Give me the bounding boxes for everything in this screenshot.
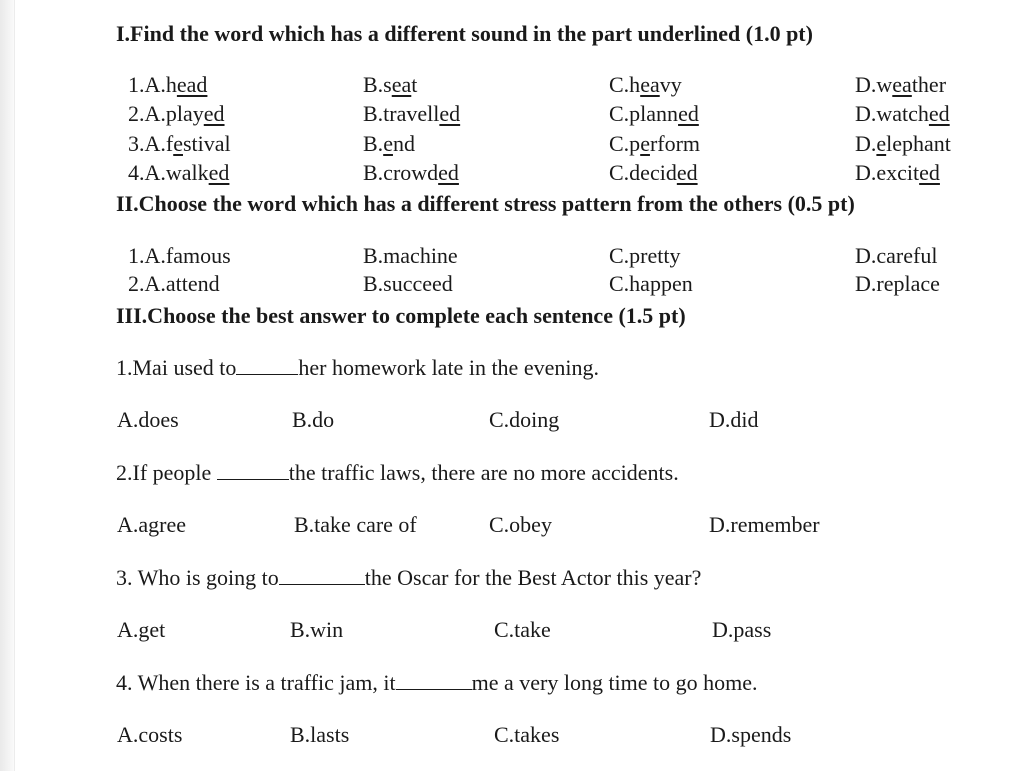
s3-q3-option-d: D.pass (712, 617, 772, 642)
s3-q3-option-a: A.get (117, 617, 166, 642)
s3-q1-option-d: D.did (709, 407, 759, 432)
s1-q3-option-d: D.elephant (855, 131, 951, 156)
s2-q2-option-c: C.happen (609, 271, 693, 296)
s3-q1-option-b: B.do (292, 407, 335, 432)
section-1-heading: I.Find the word which has a different sound in the part underlined (1.0 pt) (116, 21, 813, 46)
s3-question-2: 2.If people the traffic laws, there are no more accidents. (116, 460, 679, 485)
s2-q1-option-a: 1.A.famous (128, 243, 231, 268)
s1-q1-option-c: C.heavy (609, 72, 682, 97)
s3-q4-option-c: C.takes (494, 722, 560, 747)
s3-q3-option-c: C.take (494, 617, 551, 642)
s3-q2-option-c: C.obey (489, 512, 552, 537)
answer-blank (217, 463, 289, 480)
s1-q3-option-a: 3.A.festival (128, 131, 231, 156)
s2-q2-option-a: 2.A.attend (128, 271, 220, 296)
s3-q2-option-b: B.take care of (294, 512, 417, 537)
s1-q3-option-c: C.perform (609, 131, 701, 156)
s3-q3-option-b: B.win (290, 617, 344, 642)
s1-q2-option-b: B.travelled (363, 101, 461, 126)
s3-q4-option-b: B.lasts (290, 722, 350, 747)
page-left-margin (0, 0, 15, 771)
s2-q1-option-d: D.careful (855, 243, 938, 268)
s3-q4-option-d: D.spends (710, 722, 792, 747)
s1-q4-option-b: B.crowded (363, 160, 459, 185)
s3-question-4: 4. When there is a traffic jam, it me a very long time to go home. (116, 670, 758, 695)
s3-q2-option-a: A.agree (117, 512, 187, 537)
s3-q2-option-d: D.remember (709, 512, 820, 537)
s1-q1-option-a: 1.A.head (128, 72, 208, 97)
s1-q1-option-d: D.weather (855, 72, 947, 97)
s1-q3-option-b: B.end (363, 131, 415, 156)
section-3-heading: III.Choose the best answer to complete each sentence (1.5 pt) (116, 303, 686, 328)
s3-q4-option-a: A.costs (117, 722, 183, 747)
s1-q1-option-b: B.seat (363, 72, 418, 97)
s2-q2-option-d: D.replace (855, 271, 940, 296)
s3-q1-option-a: A.does (117, 407, 179, 432)
s2-q1-option-c: C.pretty (609, 243, 681, 268)
s1-q4-option-c: C.decided (609, 160, 698, 185)
answer-blank (236, 358, 298, 375)
section-2-heading: II.Choose the word which has a different stress pattern from the others (0.5 pt) (116, 191, 855, 216)
s3-question-3: 3. Who is going to the Oscar for the Best Actor this year? (116, 565, 702, 590)
answer-blank (396, 673, 472, 690)
s3-question-1: 1.Mai used to her homework late in the evening. (116, 355, 599, 380)
s1-q2-option-d: D.watched (855, 101, 950, 126)
s3-q1-option-c: C.doing (489, 407, 560, 432)
s1-q2-option-a: 2.A.played (128, 101, 225, 126)
s1-q4-option-a: 4.A.walked (128, 160, 230, 185)
s2-q2-option-b: B.succeed (363, 271, 453, 296)
s2-q1-option-b: B.machine (363, 243, 458, 268)
s1-q4-option-d: D.excited (855, 160, 940, 185)
s1-q2-option-c: C.planned (609, 101, 699, 126)
answer-blank (279, 568, 365, 585)
